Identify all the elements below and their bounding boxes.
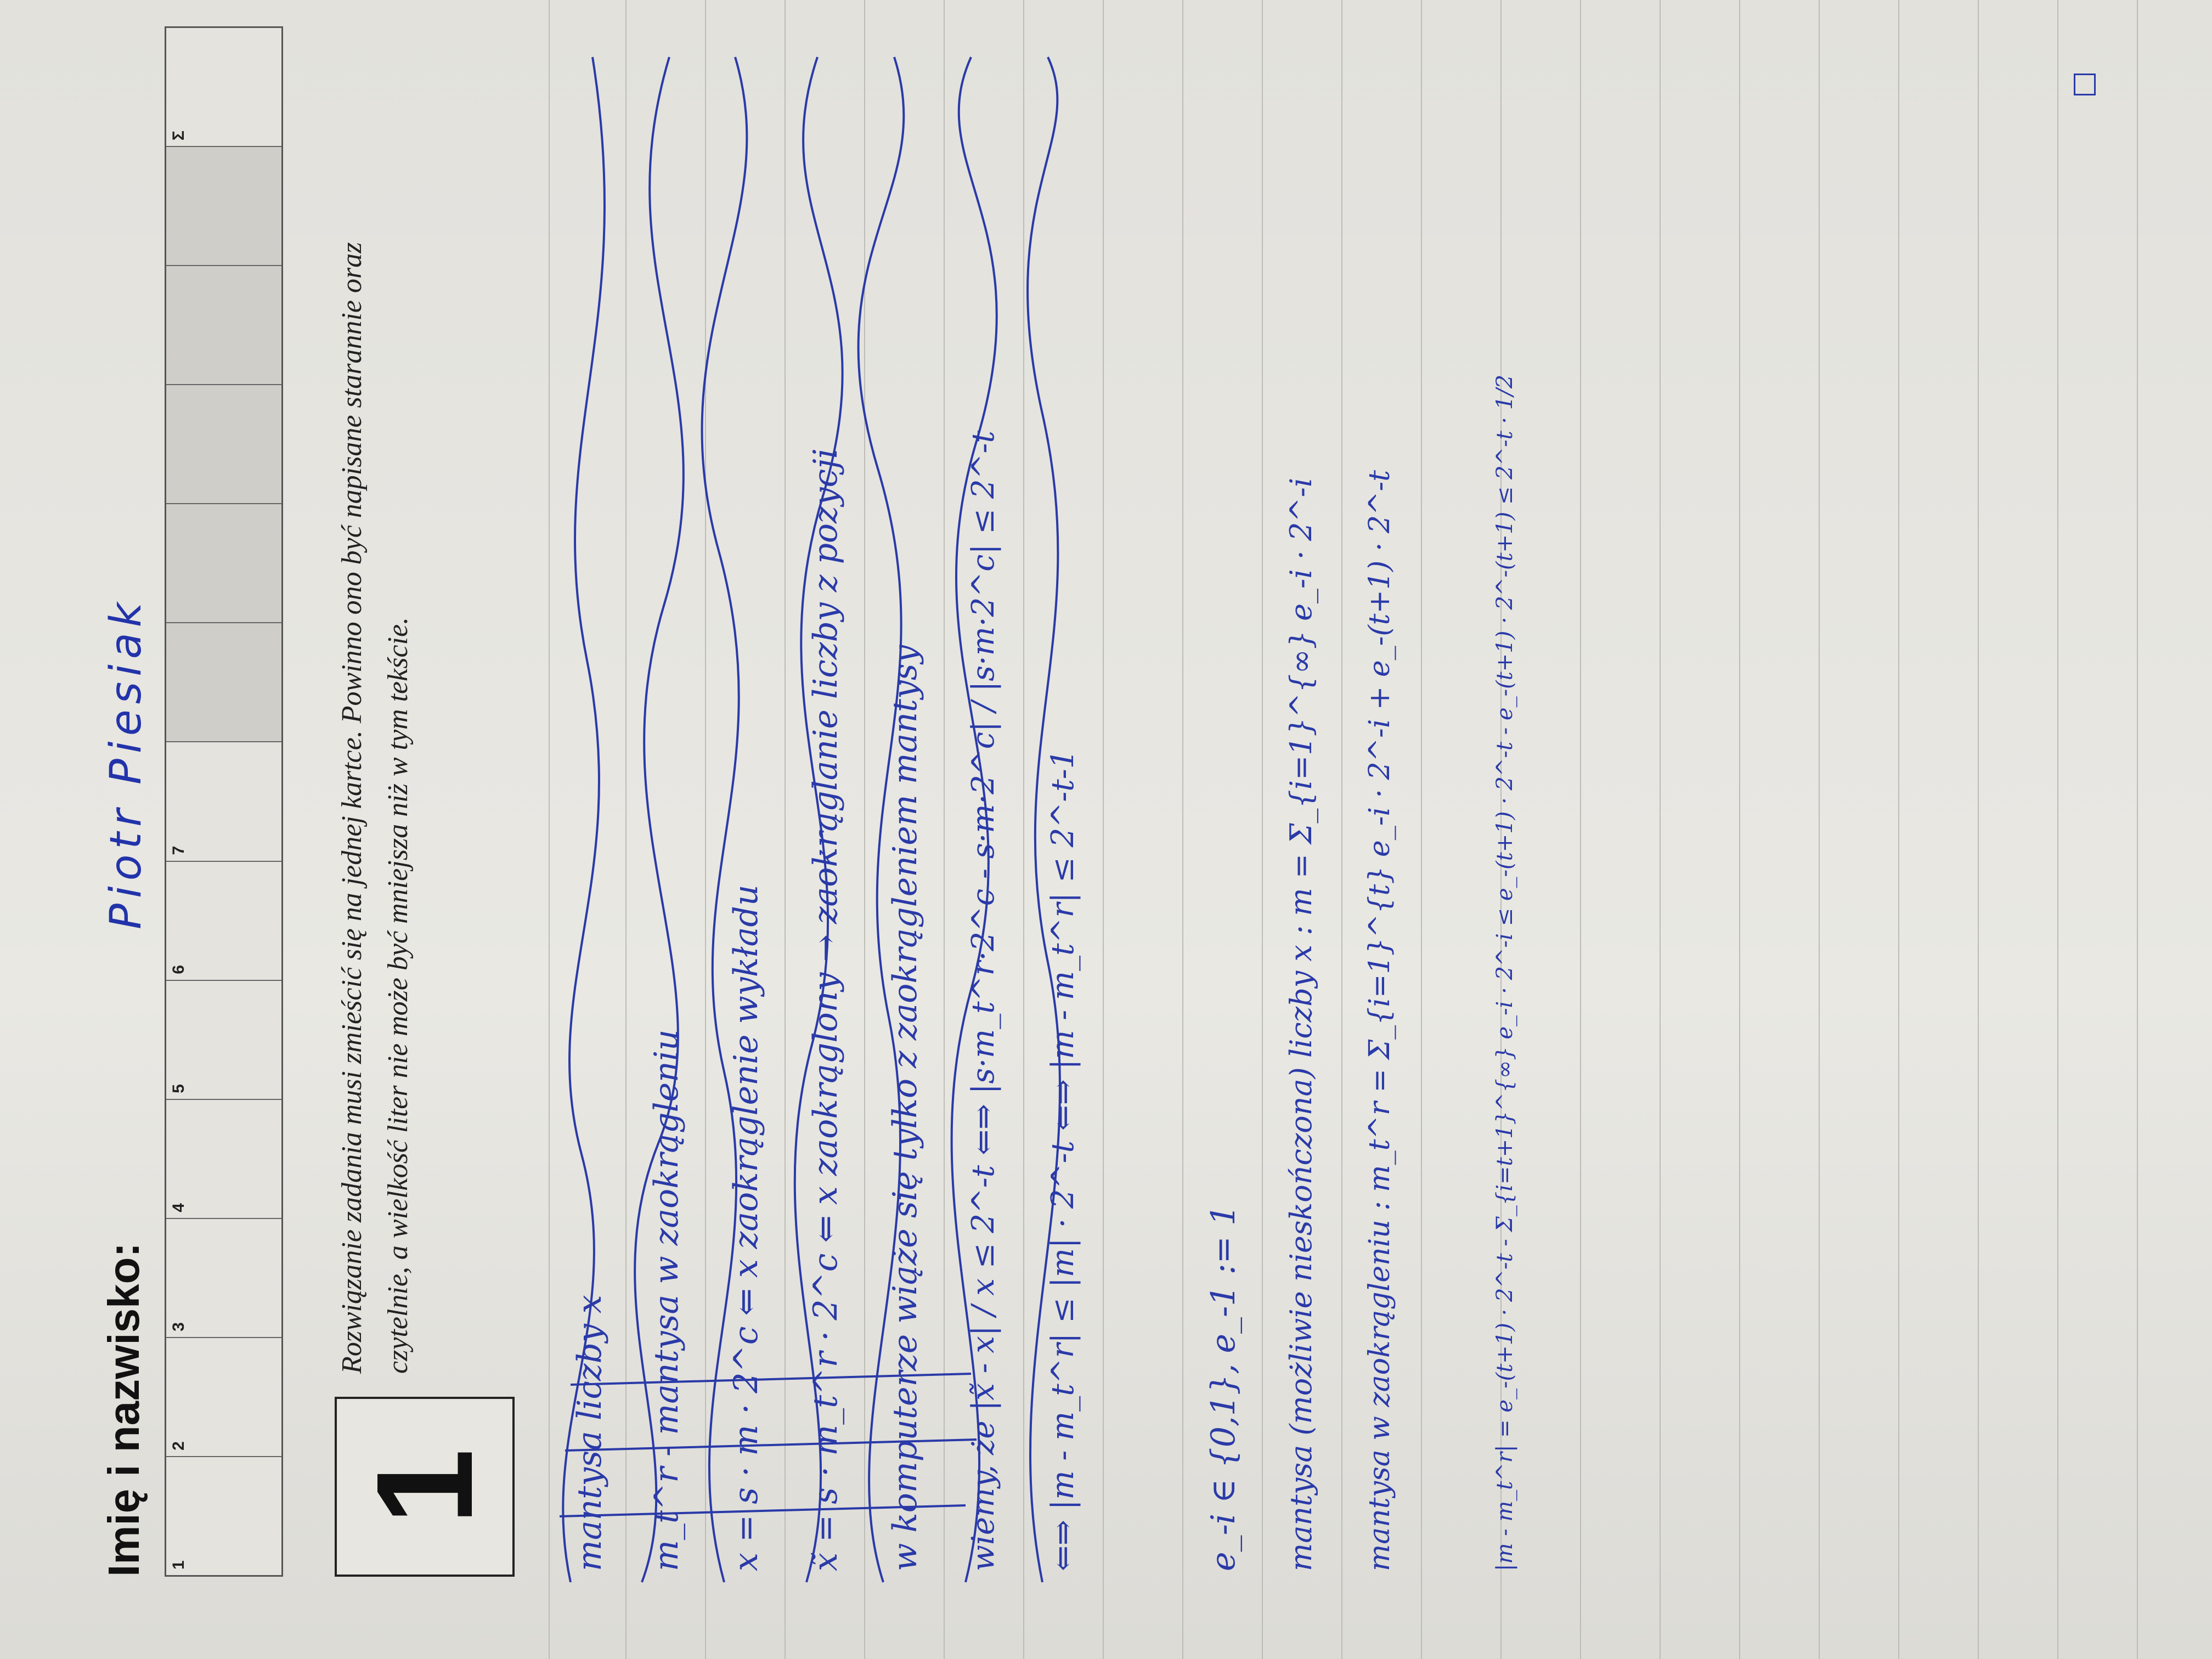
student-name: Piotr Piesiak bbox=[101, 597, 151, 929]
ruled-line bbox=[1898, 0, 1899, 1659]
score-cell bbox=[166, 741, 281, 860]
qed-square-icon bbox=[2074, 74, 2096, 95]
score-cell bbox=[166, 1218, 281, 1337]
ruled-line bbox=[1660, 0, 1661, 1659]
handwritten-line: |m - m_t^r| = e_-(t+1) · 2^-t - Σ_{i=t+1}^{∞} e_-i · 2^-i ≤ e_-(t+1) · 2^-t - e_-(t+1) · 2^-(t+1) ≤ 2^-t · 1/2 bbox=[1492, 374, 1517, 1571]
ruled-line bbox=[1421, 0, 1422, 1659]
score-cell-sum bbox=[166, 28, 281, 146]
score-cell bbox=[166, 861, 281, 980]
handwritten-line: w komputerze wiąże się tylko z zaokrągleniem mantysy bbox=[886, 645, 924, 1571]
ruled-line bbox=[2137, 0, 2138, 1659]
task-number: 1 bbox=[348, 1448, 501, 1525]
handwritten-line: wiemy, że |x̃ - x| / x ≤ 2^-t ⇐⇒ |s·m_t^r·2^c - s·m·2^c| / |s·m·2^c| ≤ 2^-t bbox=[966, 431, 1001, 1571]
score-cell-label: 7 bbox=[170, 845, 188, 855]
ruled-line bbox=[1262, 0, 1263, 1659]
handwritten-line: ⇐⇒ |m - m_t^r| ≤ |m| · 2^-t ⇐⇒ |m - m_t^r| ≤ 2^-t-1 bbox=[1045, 749, 1081, 1571]
ruled-line bbox=[1103, 0, 1104, 1659]
score-cell bbox=[166, 1337, 281, 1456]
ruled-line bbox=[1341, 0, 1342, 1659]
score-cell-label: 6 bbox=[170, 964, 188, 974]
score-cell-label: 3 bbox=[170, 1322, 188, 1331]
score-cell bbox=[166, 384, 281, 503]
handwritten-line: mantysa liczby x bbox=[571, 1295, 609, 1571]
strikethrough-scribble bbox=[549, 46, 1097, 1593]
handwritten-line: mantysa (możliwie nieskończona) liczby x : m = Σ_{i=1}^{∞} e_-i · 2^-i bbox=[1284, 477, 1318, 1571]
score-cell bbox=[166, 622, 281, 741]
handwritten-line: e_-i ∈ {0,1}, e_-1 := 1 bbox=[1204, 1204, 1243, 1571]
score-cell bbox=[166, 1456, 281, 1575]
score-cell bbox=[166, 1099, 281, 1218]
score-cell-label: 5 bbox=[170, 1084, 188, 1093]
score-cell-label: 4 bbox=[170, 1203, 188, 1212]
score-cell bbox=[166, 503, 281, 622]
ruled-line bbox=[1978, 0, 1979, 1659]
score-cell bbox=[166, 980, 281, 1099]
ruled-line bbox=[2057, 0, 2058, 1659]
score-cell-label: Σ bbox=[170, 131, 188, 141]
ruled-line bbox=[1182, 0, 1183, 1659]
handwritten-line: x̃ = s · m_t^r · 2^c ⇐ x zaokrąglony → zaokrąglanie liczby z pozycji bbox=[806, 448, 845, 1571]
task-number-box bbox=[335, 1397, 515, 1577]
name-label: Imię i nazwisko: bbox=[99, 1242, 148, 1577]
handwritten-line: mantysa w zaokrągleniu : m_t^r = Σ_{i=1}^{t} e_-i · 2^-i + e_-(t+1) · 2^-t bbox=[1363, 470, 1396, 1571]
score-cell bbox=[166, 146, 281, 265]
handwritten-line: m_t^r - mantysa w zaokrągleniu bbox=[647, 1029, 686, 1571]
score-cell bbox=[166, 265, 281, 384]
score-cell-label: 1 bbox=[170, 1560, 188, 1570]
ruled-line bbox=[1580, 0, 1581, 1659]
ruled-line bbox=[1739, 0, 1740, 1659]
ruled-line bbox=[1819, 0, 1820, 1659]
task-instruction: Rozwiązanie zadania musi zmieścić się na jednej kartce. Powinno ono być napisane starannie oraz czytelnie, a wielkość liter nie może być mniejsza niż w tym tekście. bbox=[336, 242, 414, 1374]
score-cell-label: 2 bbox=[170, 1441, 188, 1451]
handwritten-line: x = s · m · 2^c ⇐ x zaokrąglenie wykładu bbox=[727, 884, 765, 1571]
score-table bbox=[165, 26, 283, 1577]
